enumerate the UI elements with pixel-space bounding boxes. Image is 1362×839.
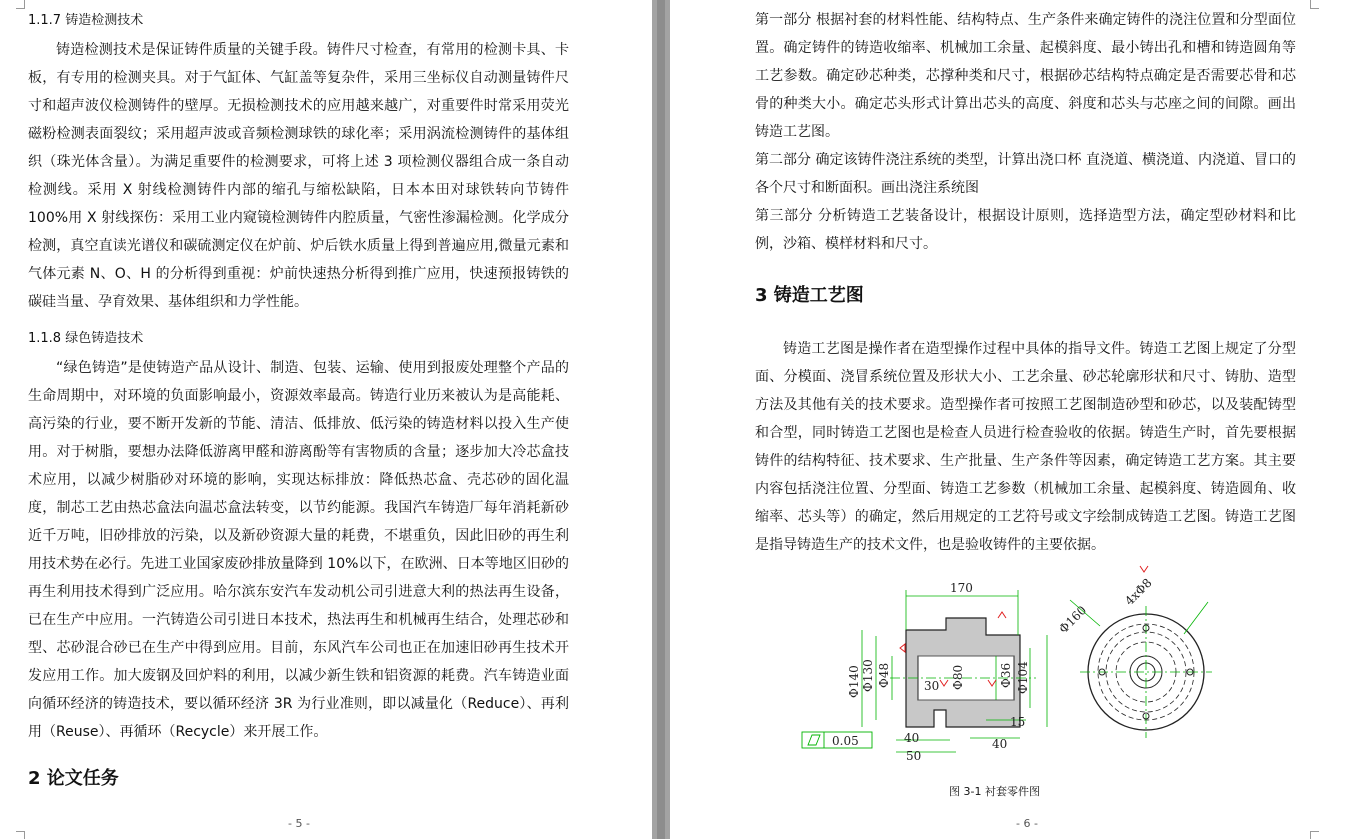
- paragraph: “绿色铸造”是使铸造产品从设计、制造、包装、运输、使用到报废处理整个产品的生命周期中，对环境的负面影响最小，资源效率最高。铸造行业历来被认为是高能耗、高污染的行业，要不断开发新的节能、清洁、低排放、低污染的铸造材料以投入生产使用。对于树脂，要想办法降低游离甲醛和游离酚等有害物质的含量；逐步加大冷芯盒技术应用，以减少树脂砂对环境的影响，实现达标排放：降低热芯盒、壳芯砂的固化温度，制芯工艺由热芯盒法向温芯盒法转变，以节约能源。我国汽车铸造厂每年消耗新砂近千万吨，旧砂排放的污染，以及新砂资源大量的耗费，不堪重负，因此旧砂的再生利用技术势在必行。先进工业国家废砂排放量降到 10%以下，在欧洲、日本等地区旧砂的再生利用技术得到广泛应用。哈尔滨东安汽车发动机公司引进意大利的热法再生设备，已在生产中应用。一汽铸造公司引进日本技术，热法再生和机械再生结合，处理芯砂和型、芯砂混合砂已在生产中得到应用。目前，东风汽车公司也正在加速旧砂再生技术开发应用工作。加大废钢及回炉料的利用，以减少新生铁和铝资源的耗费。汽车铸造业面向循环经济的铸造技术，要以循环经济 3R 为行业准则，即以减量化（Reduce）、再利用（Reuse）、再循环（Recycle）来开展工作。: [28, 360, 569, 740]
- figure-caption: 图 3-1 衬套零件图: [949, 785, 1040, 798]
- end-view: [1070, 600, 1212, 738]
- page-number: - 6 -: [1016, 817, 1038, 830]
- dim-130: Φ130: [861, 659, 875, 692]
- dim-30: 30: [924, 679, 940, 693]
- page-corner-mark: [1310, 0, 1319, 9]
- page-gap: [652, 0, 670, 839]
- section-1-1-8-title: 1.1.8 绿色铸造技术: [28, 331, 144, 346]
- page-number: - 5 -: [288, 817, 310, 830]
- dim-48: Φ48: [877, 662, 891, 688]
- bushing-part-drawing: [800, 560, 1240, 760]
- dim-holes: 4xΦ8: [1122, 575, 1155, 609]
- paragraph: 铸造工艺图是操作者在造型操作过程中具体的指导文件。铸造工艺图上规定了分型面、分模面、浇冒系统位置及形状大小、工艺余量、砂芯轮廓形状和尺寸、铸肋、造型方法及其他有关的技术要求。造型操作者可按照工艺图制造砂型和砂芯，以及装配铸型和合型，同时铸造工艺图也是检查人员进行检查验收的依据。铸造生产时，首先要根据铸件的结构特征、技术要求、生产批量、生产条件等因素，确定铸造工艺方案。其主要内容包括浇注位置、分型面、铸造工艺参数（机械加工余量、起模斜度、铸造圆角、收缩率、芯头等）的确定，然后用规定的工艺符号或文字绘制成铸造工艺图。铸造工艺图是指导铸造生产的技术文件，也是验收铸件的主要依据。: [755, 341, 1296, 553]
- heading-thesis-tasks: 2 论文任务: [28, 768, 119, 789]
- dim-170: 170: [950, 581, 973, 595]
- task-part-3: 第三部分 分析铸造工艺装备设计，根据设计原则，选择造型方法，确定型砂材料和比例，沙箱、模样材料和尺寸。: [755, 208, 1296, 252]
- tolerance-value: 0.05: [832, 734, 859, 748]
- task-part-2: 第二部分 确定该铸件浇注系统的类型，计算出浇口杯 直浇道、横浇道、内浇道、冒口的各个尺寸和断面积。画出浇注系统图: [755, 152, 1296, 196]
- page-corner-mark: [16, 831, 25, 839]
- dim-104: Φ104: [1016, 661, 1030, 694]
- dim-36: Φ36: [999, 662, 1013, 688]
- task-part-1: 第一部分 根据衬套的材料性能、结构特点、生产条件来确定铸件的浇注位置和分型面位置。确定铸件的铸造收缩率、机械加工余量、起模斜度、最小铸出孔和槽和铸造圆角等工艺参数。确定砂芯种类，芯撑种类和尺寸，根据砂芯结构特点确定是否需要芯骨和芯骨的种类大小。确定芯头形式计算出芯头的高度、斜度和芯头与芯座之间的间隙。画出铸造工艺图。: [755, 12, 1296, 140]
- section-1-1-7-body: [28, 36, 569, 316]
- paragraph: 铸造检测技术是保证铸件质量的关键手段。铸件尺寸检查，有常用的检测卡具、卡板，有专用的检测夹具。对于气缸体、气缸盖等复杂件，采用三坐标仪自动测量铸件尺寸和超声波仪检测铸件的壁厚。无损检测技术的应用越来越广，对重要件时常采用荧光磁粉检测表面裂纹；采用超声波或音频检测球铁的球化率；采用涡流检测铸件的基体组织（珠光体含量）。为满足重要件的检测要求，可将上述 3 项检测仪器组合成一条自动检测线。采用 X 射线检测铸件内部的缩孔与缩松缺陷，日本本田对球铁转向节铸件 100%用 X 射线探伤：采用工业内窥镜检测铸件内腔质量，气密性渗漏检测。化学成分检测，真空直读光谱仪和碳硫测定仪在炉前、炉后铁水质量上得到普遍应用,微量元素和气体元素 N、O、H 的分析得到重视：炉前快速热分析得到推广应用，快速预报铸铁的碳硅当量、孕育效果、基体组织和力学性能。: [28, 42, 569, 310]
- dim-15: 15: [1010, 715, 1026, 729]
- section-1-1-8-body: [28, 354, 569, 746]
- section-1-1-7-title: 1.1.7 铸造检测技术: [28, 13, 144, 28]
- process-drawing-body: [755, 335, 1296, 559]
- document-page-6: [670, 0, 1362, 839]
- page-corner-mark: [16, 0, 25, 9]
- dim-160: Φ160: [1056, 603, 1090, 637]
- page-corner-mark: [1310, 831, 1319, 839]
- dim-80: Φ80: [951, 664, 965, 690]
- dim-140: Φ140: [847, 665, 861, 698]
- document-page-5: [0, 0, 652, 839]
- dim-40b: 40: [992, 737, 1008, 751]
- dim-50: 50: [906, 749, 922, 760]
- task-parts: [755, 6, 1296, 258]
- dim-40a: 40: [904, 731, 920, 745]
- heading-casting-process-drawing: 3 铸造工艺图: [755, 285, 864, 306]
